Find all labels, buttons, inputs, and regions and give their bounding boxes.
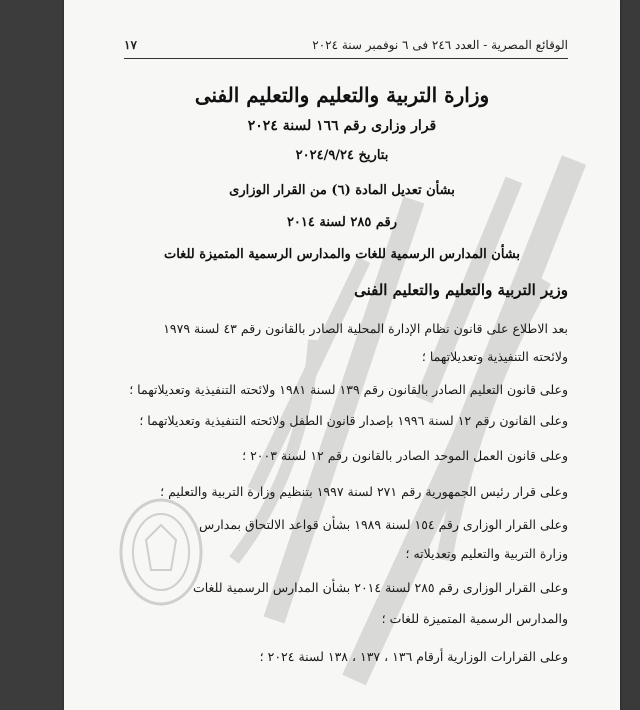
preamble-paragraph: والمدارس الرسمية المتميزة للغات ؛ — [381, 611, 568, 626]
preamble-paragraph: وعلى القرار الوزارى رقم ٢٨٥ لسنة ٢٠١٤ بشأن المدارس الرسمية للغات — [192, 580, 568, 595]
ministry-title: وزارة التربية والتعليم والتعليم الفنى — [194, 83, 490, 107]
preamble-paragraph: وعلى القانون رقم ١٢ لسنة ١٩٩٦ بإصدار قانون الطفل ولائحته التنفيذية وتعديلاتهما ؛ — [139, 413, 568, 428]
preamble-paragraph: ولائحته التنفيذية وتعديلاتهما ؛ — [421, 349, 568, 364]
viewer-left-margin — [0, 0, 64, 710]
preamble-paragraph: وعلى قانون التعليم الصادر بالقانون رقم ١٣٩ لسنة ١٩٨١ ولائحته التنفيذية وتعديلاتهما ؛ — [129, 382, 568, 397]
subject-line-3: بشأن المدارس الرسمية للغات والمدارس الرسمية المتميزة للغات — [163, 247, 521, 262]
preamble-paragraph: وعلى القرار الوزارى رقم ١٥٤ لسنة ١٩٨٩ بشأن قواعد الالتحاق بمدارس — [199, 517, 568, 532]
document-page — [64, 0, 620, 710]
preamble-paragraph: وزارة التربية والتعليم وتعديلاته ؛ — [405, 546, 568, 561]
page-number: ١٧ — [124, 38, 137, 52]
preamble-paragraph: وعلى القرارات الوزارية أرقام ١٣٦ ، ١٣٧ ، ١٣٨ لسنة ٢٠٢٤ ؛ — [259, 649, 568, 664]
decree-date: بتاريخ ٢٠٢٤/٩/٢٤ — [295, 148, 389, 163]
viewer-scrollbar-track[interactable] — [620, 0, 640, 710]
decree-number: قرار وزارى رقم ١٦٦ لسنة ٢٠٢٤ — [247, 118, 437, 134]
subject-line-2: رقم ٢٨٥ لسنة ٢٠١٤ — [286, 215, 398, 230]
preamble-paragraph: وعلى قرار رئيس الجمهورية رقم ٢٧١ لسنة ١٩٩٧ بتنظيم وزارة التربية والتعليم ؛ — [160, 484, 568, 499]
gazette-title: الوقائع المصرية - العدد ٢٤٦ فى ٦ نوفمبر سنة ٢٠٢٤ — [312, 38, 568, 52]
minister-heading: وزير التربية والتعليم والتعليم الفنى — [354, 281, 568, 299]
subject-line-1: بشأن تعديل المادة (٦) من القرار الوزارى — [229, 183, 455, 198]
gazette-header — [124, 36, 568, 59]
preamble-paragraph: وعلى قانون العمل الموحد الصادر بالقانون رقم ١٢ لسنة ٢٠٠٣ ؛ — [242, 448, 568, 463]
preamble-paragraph: بعد الاطلاع على قانون نظام الإدارة المحلية الصادر بالقانون رقم ٤٣ لسنة ١٩٧٩ — [163, 321, 568, 336]
